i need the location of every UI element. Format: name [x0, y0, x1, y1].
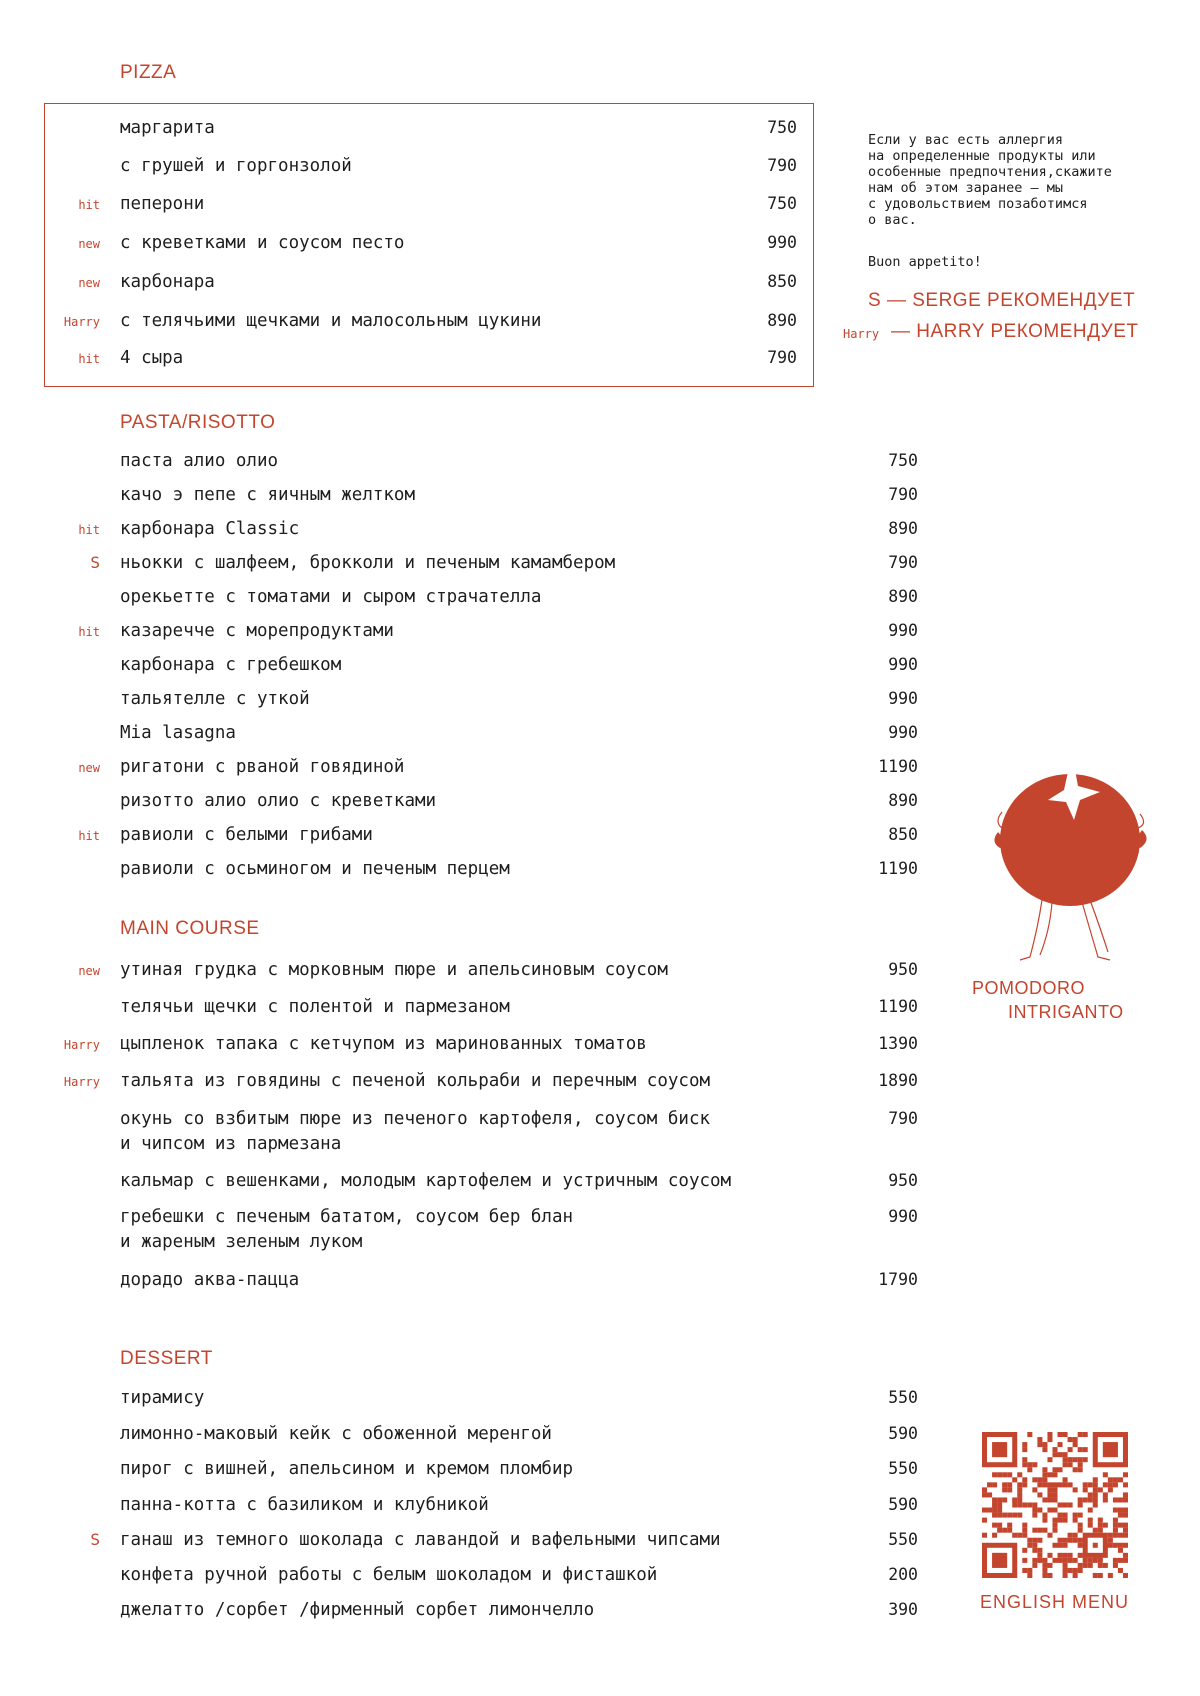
menu-item-name: 4 сыра: [120, 348, 184, 368]
menu-item-price: 950: [888, 1171, 918, 1190]
menu-item-price: 890: [888, 587, 918, 606]
menu-item-tag: hit: [78, 829, 100, 843]
menu-item-price: 790: [888, 485, 918, 504]
menu-item-name: лимонно-маковый кейк с обоженной меренгой: [120, 1424, 552, 1444]
menu-item-tag: new: [78, 237, 100, 251]
menu-item-price: 1390: [878, 1034, 918, 1053]
menu-item-price: 550: [888, 1459, 918, 1478]
legend-harry-key: Harry: [843, 327, 880, 341]
english-menu-link[interactable]: ENGLISH MENU: [980, 1592, 1130, 1612]
menu-item-name: карбонара с гребешком: [120, 655, 342, 675]
menu-item-name: орекьетте с томатами и сыром страчателла: [120, 587, 542, 607]
menu-item-name: ганаш из темного шоколада с лавандой и вафельными чипсами: [120, 1530, 721, 1550]
menu-item-tag: S: [90, 553, 100, 572]
allergy-note-text: Если у вас есть аллергия на определенные продукты или особенные предпочтения,скажите нам об этом заранее — мы с удовольствием позаботимся о вас.: [868, 132, 1112, 228]
menu-item-name: маргарита: [120, 118, 215, 138]
menu-item-tag: hit: [78, 352, 100, 366]
menu-item-price: 750: [767, 118, 797, 137]
menu-item-price: 990: [888, 689, 918, 708]
menu-item-price: 790: [888, 1109, 918, 1128]
legend-harry: — HARRY РЕКОМЕНДУЕТ: [891, 321, 1139, 342]
menu-item-name: тирамису: [120, 1388, 205, 1408]
menu-item-tag: new: [78, 964, 100, 978]
section-title-dessert: DESSERT: [120, 1348, 213, 1369]
brand-name-line1: POMODORO: [972, 978, 1086, 998]
menu-item-price: 890: [888, 519, 918, 538]
menu-item-tag: Harry: [63, 315, 100, 329]
allergy-note: [868, 132, 1198, 228]
menu-item-name: телячьи щечки с полентой и пармезаном: [120, 997, 510, 1017]
menu-item-name: равиоли с осьминогом и печеным перцем: [120, 859, 510, 879]
tomato-logo-icon: [990, 752, 1150, 962]
menu-item-price: 550: [888, 1388, 918, 1407]
menu-item-name: с грушей и горгонзолой: [120, 156, 352, 176]
menu-item-price: 1190: [878, 757, 918, 776]
menu-item-price: 1190: [878, 997, 918, 1016]
menu-item-name: паста алио олио: [120, 451, 279, 471]
menu-item-tag: S: [90, 1530, 100, 1549]
menu-item-price: 790: [888, 553, 918, 572]
menu-item-name: утиная грудка с морковным пюре и апельсиновым соусом: [120, 960, 668, 980]
menu-item-tag: hit: [78, 523, 100, 537]
menu-item-name: дорадо аква-пацца: [120, 1270, 300, 1290]
menu-item-price: 990: [888, 1207, 918, 1226]
menu-item-name: карбонара Classic: [120, 519, 300, 539]
menu-item-name: карбонара: [120, 272, 215, 292]
menu-item-price: 590: [888, 1495, 918, 1514]
menu-item-name: цыпленок тапака с кетчупом из маринованных томатов: [120, 1034, 647, 1054]
menu-item-price: 890: [767, 311, 797, 330]
menu-item-price: 1890: [878, 1071, 918, 1090]
menu-item-price: 990: [888, 621, 918, 640]
menu-item-price: 1790: [878, 1270, 918, 1289]
menu-item-name: с креветками и соусом песто: [120, 233, 405, 253]
menu-item-name: конфета ручной работы с белым шоколадом и фисташкой: [120, 1565, 658, 1585]
section-title-main-course: MAIN COURSE: [120, 918, 260, 939]
menu-item-name: Mia lasagna: [120, 723, 236, 743]
menu-item-name: качо э пепе с яичным желтком: [120, 485, 416, 505]
menu-item-price: 850: [767, 272, 797, 291]
menu-item-name: с телячьими щечками и малосольным цукини: [120, 311, 542, 331]
menu-item-price: 850: [888, 825, 918, 844]
menu-item-name: панна-котта с базиликом и клубникой: [120, 1495, 489, 1515]
menu-item-tag: new: [78, 761, 100, 775]
menu-item-name: ризотто алио олио с креветками: [120, 791, 437, 811]
menu-item-name: кальмар с вешенками, молодым картофелем и устричным соусом: [120, 1171, 732, 1191]
menu-item-price: 200: [888, 1565, 918, 1584]
menu-item-tag: hit: [78, 198, 100, 212]
menu-item-price: 750: [767, 194, 797, 213]
menu-item-name: равиоли с белыми грибами: [120, 825, 373, 845]
menu-item-name: пеперони: [120, 194, 205, 214]
qr-code-icon[interactable]: [982, 1432, 1128, 1578]
menu-item-price: 390: [888, 1600, 918, 1619]
menu-item-price: 1190: [878, 859, 918, 878]
menu-item-tag: Harry: [63, 1075, 100, 1089]
menu-item-price: 990: [888, 655, 918, 674]
menu-item-name: джелатто /сорбет /фирменный сорбет лимончелло: [120, 1600, 595, 1620]
menu-item-price: 550: [888, 1530, 918, 1549]
menu-item-tag: Harry: [63, 1038, 100, 1052]
menu-item-price: 790: [767, 348, 797, 367]
section-title-pizza: PIZZA: [120, 62, 177, 83]
brand-name-line2: INTRIGANTO: [1008, 1002, 1124, 1022]
menu-item-price: 590: [888, 1424, 918, 1443]
menu-item-name: казаречче с морепродуктами: [120, 621, 394, 641]
menu-item-tag: new: [78, 276, 100, 290]
menu-item-name: ригатони с рваной говядиной: [120, 757, 405, 777]
menu-item-name: тальята из говядины с печеной кольраби и перечным соусом: [120, 1071, 711, 1091]
menu-item-tag: hit: [78, 625, 100, 639]
menu-item-price: 990: [888, 723, 918, 742]
menu-item-name: тальятелле с уткой: [120, 689, 310, 709]
menu-item-name: окунь со взбитым пюре из печеного картофеля, соусом биск и чипсом из пармезана: [120, 1109, 711, 1154]
menu-item-price: 890: [888, 791, 918, 810]
menu-item-price: 750: [888, 451, 918, 470]
section-title-pasta: PASTA/RISOTTO: [120, 412, 276, 433]
menu-item-name: гребешки с печеным бататом, соусом бер блан и жареным зеленым луком: [120, 1207, 574, 1252]
menu-item-name: пирог с вишней, апельсином и кремом пломбир: [120, 1459, 574, 1479]
menu-item-price: 990: [767, 233, 797, 252]
legend-serge: S — SERGE РЕКОМЕНДУЕТ: [868, 290, 1136, 311]
menu-item-name: ньокки с шалфеем, брокколи и печеным камамбером: [120, 553, 616, 573]
menu-item-price: 790: [767, 156, 797, 175]
greeting: Buon appetito!: [868, 254, 982, 270]
menu-item-price: 950: [888, 960, 918, 979]
